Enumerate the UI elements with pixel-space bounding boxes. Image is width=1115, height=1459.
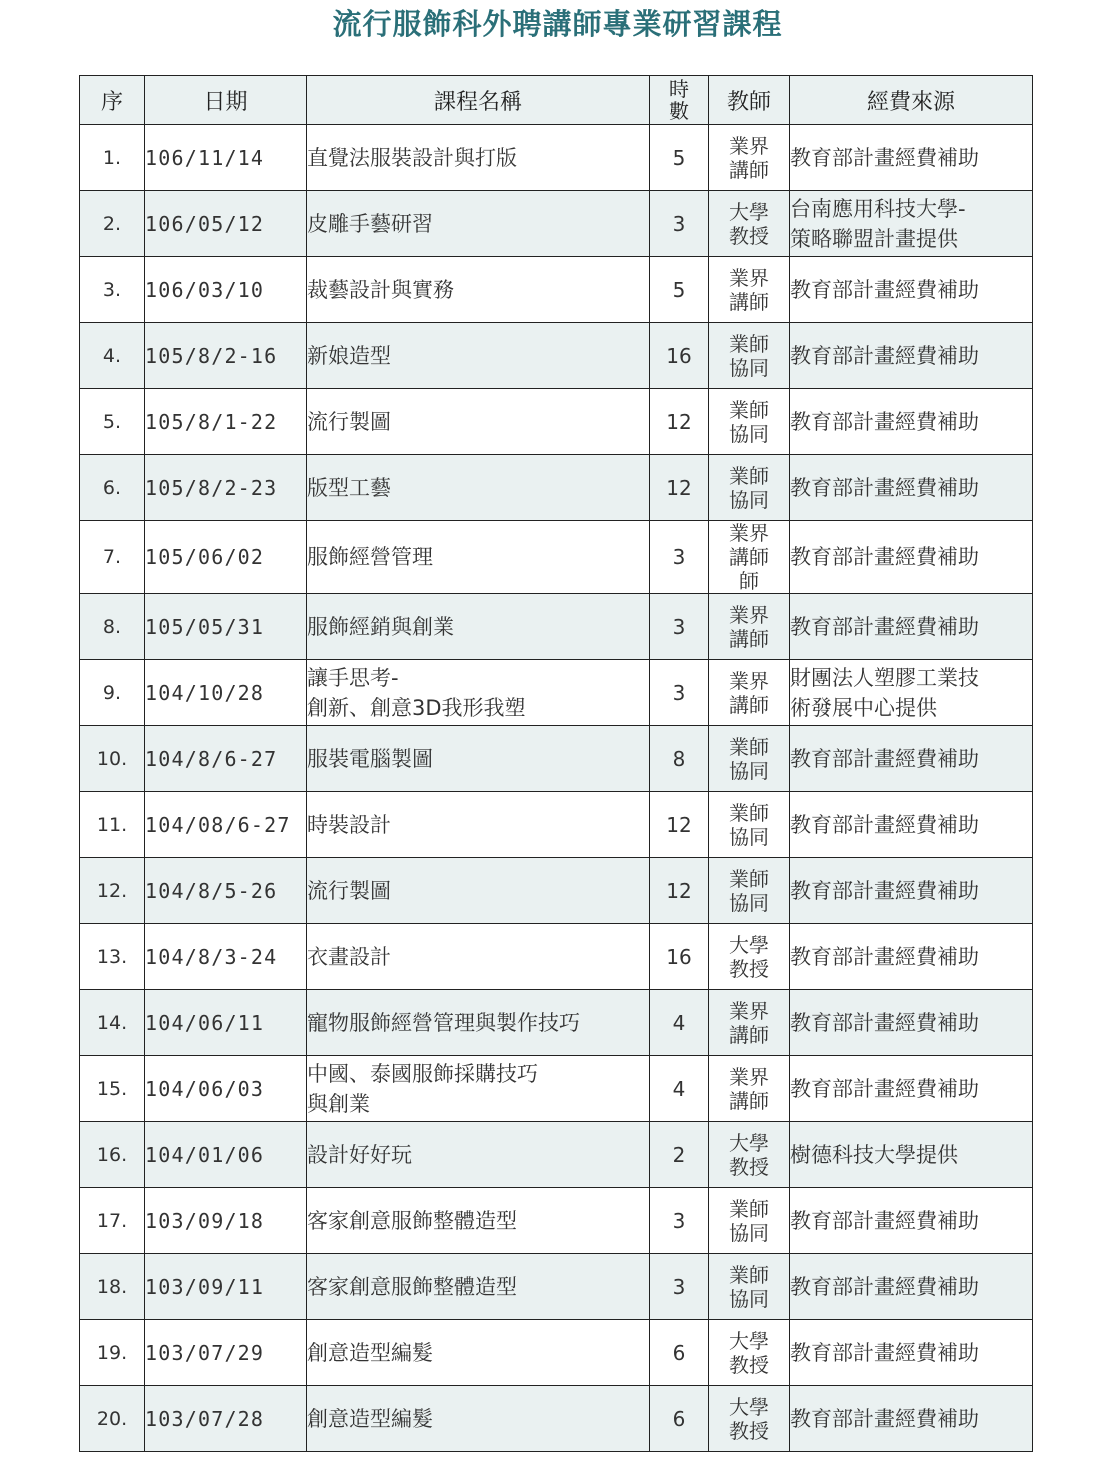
course-name-line1: 客家創意服飾整體造型 [307,1274,517,1299]
date-text: 104/8/5-26 [145,878,278,903]
date-text: 104/10/28 [145,680,265,705]
teacher-line2: 講師 [729,545,769,569]
date-text: 106/11/14 [145,145,265,170]
seq-text: 10. [96,747,128,770]
seq-text: 1. [102,146,122,169]
cell-course-name [307,455,650,521]
table-row [80,125,1033,191]
teacher-line1: 大學 [729,932,769,957]
teacher-line2: 協同 [729,1286,769,1311]
course-name-line1: 時裝設計 [307,812,391,837]
cell-teacher [709,1320,790,1386]
teacher-line2: 協同 [729,758,769,783]
teacher-line1: 業師 [729,734,769,759]
hours-text: 5 [672,277,686,302]
course-name-line1: 設計好好玩 [307,1142,412,1167]
teacher-line2: 教授 [729,956,769,981]
table-header-row [80,76,1033,125]
cell-hours [650,1056,709,1122]
course-name-line1: 服飾經營管理 [307,545,433,569]
cell-teacher [709,726,790,792]
cell-course-name [307,924,650,990]
cell-hours [650,125,709,191]
cell-funding [790,1254,1033,1320]
cell-funding [790,389,1033,455]
funding-line1: 教育部計畫經費補助 [790,343,979,368]
cell-course-name [307,1386,650,1452]
cell-date [145,521,307,594]
seq-text: 20. [96,1407,128,1430]
cell-funding [790,1056,1033,1122]
cell-course-name [307,323,650,389]
course-name-line1: 客家創意服飾整體造型 [307,1208,517,1233]
cell-seq [80,1188,145,1254]
date-text: 104/01/06 [145,1142,265,1167]
teacher-line2: 講師 [729,289,769,314]
course-name-line1: 新娘造型 [307,343,391,368]
cell-funding [790,594,1033,660]
cell-course-name [307,660,650,726]
seq-text: 6. [102,476,122,499]
cell-course-name [307,521,650,594]
cell-course-name [307,257,650,323]
cell-date [145,792,307,858]
cell-date [145,726,307,792]
table-row [80,924,1033,990]
table-row [80,521,1033,594]
table-row [80,990,1033,1056]
seq-text: 19. [96,1341,128,1364]
seq-text: 16. [96,1143,128,1166]
cell-seq [80,594,145,660]
date-text: 104/8/3-24 [145,944,278,969]
teacher-line2: 教授 [729,1418,769,1443]
table-row [80,191,1033,257]
funding-line1: 教育部計畫經費補助 [790,475,979,500]
table-row [80,726,1033,792]
seq-text: 9. [102,681,122,704]
cell-hours [650,1320,709,1386]
cell-teacher [709,660,790,726]
cell-seq [80,990,145,1056]
table-row [80,1386,1033,1452]
header-hours-line2: 數 [669,99,689,123]
teacher-line1: 業界 [729,1064,769,1089]
cell-teacher [709,389,790,455]
cell-hours [650,389,709,455]
date-text: 105/06/02 [145,545,265,569]
hours-text: 8 [672,746,686,771]
cell-teacher [709,990,790,1056]
course-name-line1: 版型工藝 [307,475,391,500]
cell-hours [650,1122,709,1188]
cell-seq [80,125,145,191]
teacher-line1: 業界 [729,602,769,627]
table-body [80,125,1033,1452]
cell-hours [650,257,709,323]
cell-date [145,191,307,257]
hours-text: 4 [672,1076,686,1101]
cell-teacher [709,1122,790,1188]
cell-funding [790,660,1033,726]
teacher-line2: 協同 [729,355,769,380]
teacher-line1: 業師 [729,866,769,891]
cell-hours [650,924,709,990]
cell-hours [650,521,709,594]
cell-course-name [307,1122,650,1188]
cell-hours [650,1254,709,1320]
cell-hours [650,660,709,726]
hours-text: 12 [666,878,692,903]
table-row [80,1254,1033,1320]
course-table [79,75,1033,1452]
seq-text: 4. [102,344,122,367]
cell-date [145,455,307,521]
date-text: 103/07/29 [145,1340,265,1365]
funding-line1: 教育部計畫經費補助 [790,1208,979,1233]
cell-course-name [307,389,650,455]
funding-line1: 教育部計畫經費補助 [790,1406,979,1431]
date-text: 106/03/10 [145,277,265,302]
funding-line1: 教育部計畫經費補助 [790,1340,979,1365]
teacher-line1: 大學 [729,1394,769,1419]
cell-hours [650,455,709,521]
cell-teacher [709,1188,790,1254]
cell-course-name [307,990,650,1056]
hours-text: 5 [672,145,686,170]
course-name-line1: 創意造型編髮 [307,1340,433,1365]
table-row [80,257,1033,323]
cell-seq [80,1320,145,1386]
cell-teacher [709,924,790,990]
teacher-line1: 業師 [729,1262,769,1287]
hours-text: 3 [672,1274,686,1299]
cell-funding [790,323,1033,389]
funding-line2: 策略聯盟計畫提供 [790,226,958,251]
teacher-line2: 協同 [729,421,769,446]
cell-date [145,858,307,924]
hours-text: 3 [672,1208,686,1233]
teacher-line2: 教授 [729,1352,769,1377]
course-name-line1: 衣畫設計 [307,944,391,969]
teacher-line1: 業界 [729,998,769,1023]
hours-text: 2 [672,1142,686,1167]
cell-date [145,1056,307,1122]
seq-text: 7. [102,546,122,568]
cell-course-name [307,792,650,858]
funding-line1: 教育部計畫經費補助 [790,878,979,903]
funding-line1: 教育部計畫經費補助 [790,746,979,771]
cell-teacher [709,257,790,323]
seq-text: 11. [96,813,128,836]
hours-text: 16 [666,944,692,969]
cell-course-name [307,1188,650,1254]
cell-date [145,1254,307,1320]
cell-seq [80,191,145,257]
teacher-line1: 業界 [729,265,769,290]
cell-teacher [709,792,790,858]
cell-course-name [307,726,650,792]
cell-funding [790,858,1033,924]
cell-seq [80,323,145,389]
course-name-line2: 與創業 [307,1091,370,1116]
date-text: 105/8/1-22 [145,409,278,434]
cell-seq [80,389,145,455]
date-text: 105/8/2-16 [145,343,278,368]
cell-funding [790,990,1033,1056]
seq-text: 17. [96,1209,128,1232]
date-text: 103/07/28 [145,1406,265,1431]
table-row [80,1122,1033,1188]
table-row [80,1056,1033,1122]
cell-date [145,990,307,1056]
cell-hours [650,191,709,257]
cell-date [145,924,307,990]
teacher-line3: 師 [739,569,759,593]
header-hours-line1: 時 [669,77,689,101]
cell-teacher [709,594,790,660]
seq-text: 2. [102,212,122,235]
cell-funding [790,455,1033,521]
seq-text: 5. [102,410,122,433]
cell-date [145,1320,307,1386]
cell-date [145,323,307,389]
cell-funding [790,1122,1033,1188]
cell-seq [80,792,145,858]
cell-course-name [307,191,650,257]
seq-text: 8. [102,615,122,638]
hours-text: 4 [672,1010,686,1035]
table-row [80,858,1033,924]
funding-line2: 術發展中心提供 [790,695,937,720]
teacher-line1: 業師 [729,397,769,422]
hours-text: 3 [672,614,686,639]
funding-line1: 教育部計畫經費補助 [790,1010,979,1035]
cell-hours [650,858,709,924]
funding-line1: 教育部計畫經費補助 [790,812,979,837]
cell-course-name [307,1056,650,1122]
seq-text: 3. [102,278,122,301]
date-text: 104/8/6-27 [145,746,278,771]
funding-line1: 教育部計畫經費補助 [790,1274,979,1299]
funding-line1: 教育部計畫經費補助 [790,944,979,969]
cell-funding [790,924,1033,990]
hours-text: 12 [666,409,692,434]
course-name-line1: 直覺法服裝設計與打版 [307,145,517,170]
cell-seq [80,1386,145,1452]
teacher-line2: 講師 [729,626,769,651]
cell-seq [80,660,145,726]
funding-line1: 財團法人塑膠工業技 [790,665,979,690]
cell-date [145,1386,307,1452]
cell-seq [80,1122,145,1188]
teacher-line2: 講師 [729,692,769,717]
cell-date [145,257,307,323]
funding-line1: 教育部計畫經費補助 [790,277,979,302]
table-row [80,1320,1033,1386]
date-text: 104/08/6-27 [145,812,291,837]
cell-teacher [709,323,790,389]
cell-seq [80,455,145,521]
cell-funding [790,1188,1033,1254]
date-text: 103/09/11 [145,1274,265,1299]
cell-course-name [307,858,650,924]
table-row [80,389,1033,455]
cell-date [145,594,307,660]
cell-seq [80,726,145,792]
cell-teacher [709,191,790,257]
funding-line1: 台南應用科技大學- [790,196,966,221]
funding-line1: 教育部計畫經費補助 [790,409,979,434]
course-name-line1: 服飾經銷與創業 [307,614,454,639]
table-row [80,323,1033,389]
hours-text: 16 [666,343,692,368]
cell-teacher [709,125,790,191]
teacher-line2: 講師 [729,1088,769,1113]
teacher-line2: 協同 [729,890,769,915]
table-row [80,792,1033,858]
cell-date [145,125,307,191]
course-name-line1: 讓手思考- [307,665,399,690]
course-name-line2: 創新、創意3D我形我塑 [307,695,526,720]
cell-seq [80,1056,145,1122]
teacher-line1: 業界 [729,133,769,158]
hours-text: 6 [672,1406,686,1431]
funding-line1: 教育部計畫經費補助 [790,1076,979,1101]
cell-funding [790,521,1033,594]
teacher-line1: 業師 [729,800,769,825]
date-text: 103/09/18 [145,1208,265,1233]
hours-text: 3 [672,211,686,236]
cell-teacher [709,521,790,594]
teacher-line1: 大學 [729,199,769,224]
header-teacher: 教師 [709,76,790,125]
cell-hours [650,1188,709,1254]
course-name-line1: 寵物服飾經營管理與製作技巧 [307,1010,580,1035]
seq-text: 15. [96,1077,128,1100]
cell-funding [790,125,1033,191]
funding-line1: 教育部計畫經費補助 [790,545,979,569]
cell-teacher [709,858,790,924]
cell-teacher [709,455,790,521]
date-text: 105/8/2-23 [145,475,278,500]
cell-hours [650,323,709,389]
teacher-line1: 業師 [729,331,769,356]
cell-date [145,660,307,726]
cell-funding [790,1386,1033,1452]
table-row [80,660,1033,726]
cell-funding [790,726,1033,792]
teacher-line1: 業師 [729,1196,769,1221]
teacher-line2: 教授 [729,1154,769,1179]
header-funding: 經費來源 [790,76,1033,125]
cell-hours [650,990,709,1056]
cell-hours [650,1386,709,1452]
course-name-line1: 服裝電腦製圖 [307,746,433,771]
course-name-line1: 裁藝設計與實務 [307,277,454,302]
teacher-line1: 業界 [729,521,769,545]
seq-text: 18. [96,1275,128,1298]
date-text: 104/06/03 [145,1076,265,1101]
teacher-line1: 業師 [729,463,769,488]
cell-seq [80,257,145,323]
header-seq: 序 [80,76,145,125]
teacher-line1: 大學 [729,1328,769,1353]
cell-seq [80,858,145,924]
cell-funding [790,257,1033,323]
hours-text: 3 [672,545,686,569]
cell-hours [650,792,709,858]
teacher-line2: 協同 [729,487,769,512]
cell-teacher [709,1386,790,1452]
cell-teacher [709,1254,790,1320]
funding-line1: 教育部計畫經費補助 [790,614,979,639]
date-text: 106/05/12 [145,211,265,236]
funding-line1: 樹德科技大學提供 [790,1142,958,1167]
teacher-line2: 講師 [729,1022,769,1047]
teacher-line2: 協同 [729,824,769,849]
cell-hours [650,726,709,792]
teacher-line2: 教授 [729,223,769,248]
course-name-line1: 流行製圖 [307,409,391,434]
cell-date [145,389,307,455]
course-name-line1: 中國、泰國服飾採購技巧 [307,1061,538,1086]
cell-date [145,1188,307,1254]
cell-seq [80,924,145,990]
seq-text: 12. [96,879,128,902]
cell-course-name [307,1320,650,1386]
table-row [80,455,1033,521]
cell-course-name [307,1254,650,1320]
teacher-line2: 講師 [729,157,769,182]
course-name-line1: 創意造型編髮 [307,1406,433,1431]
teacher-line1: 業界 [729,668,769,693]
table-row [80,594,1033,660]
cell-funding [790,792,1033,858]
cell-seq [80,521,145,594]
table-row [80,1188,1033,1254]
cell-funding [790,191,1033,257]
cell-course-name [307,594,650,660]
cell-seq [80,1254,145,1320]
course-name-line1: 流行製圖 [307,878,391,903]
header-hours [650,76,709,125]
funding-line1: 教育部計畫經費補助 [790,145,979,170]
header-date: 日期 [145,76,307,125]
page-title: 流行服飾科外聘講師專業研習課程 [332,7,783,41]
seq-text: 13. [96,945,128,968]
header-course-name: 課程名稱 [307,76,650,125]
hours-text: 12 [666,812,692,837]
cell-hours [650,594,709,660]
cell-teacher [709,1056,790,1122]
hours-text: 3 [672,680,686,705]
course-name-line1: 皮雕手藝研習 [307,211,433,236]
hours-text: 12 [666,475,692,500]
date-text: 104/06/11 [145,1010,265,1035]
teacher-line1: 大學 [729,1130,769,1155]
date-text: 105/05/31 [145,614,265,639]
seq-text: 14. [96,1011,128,1034]
teacher-line2: 協同 [729,1220,769,1245]
cell-date [145,1122,307,1188]
cell-funding [790,1320,1033,1386]
hours-text: 6 [672,1340,686,1365]
cell-course-name [307,125,650,191]
